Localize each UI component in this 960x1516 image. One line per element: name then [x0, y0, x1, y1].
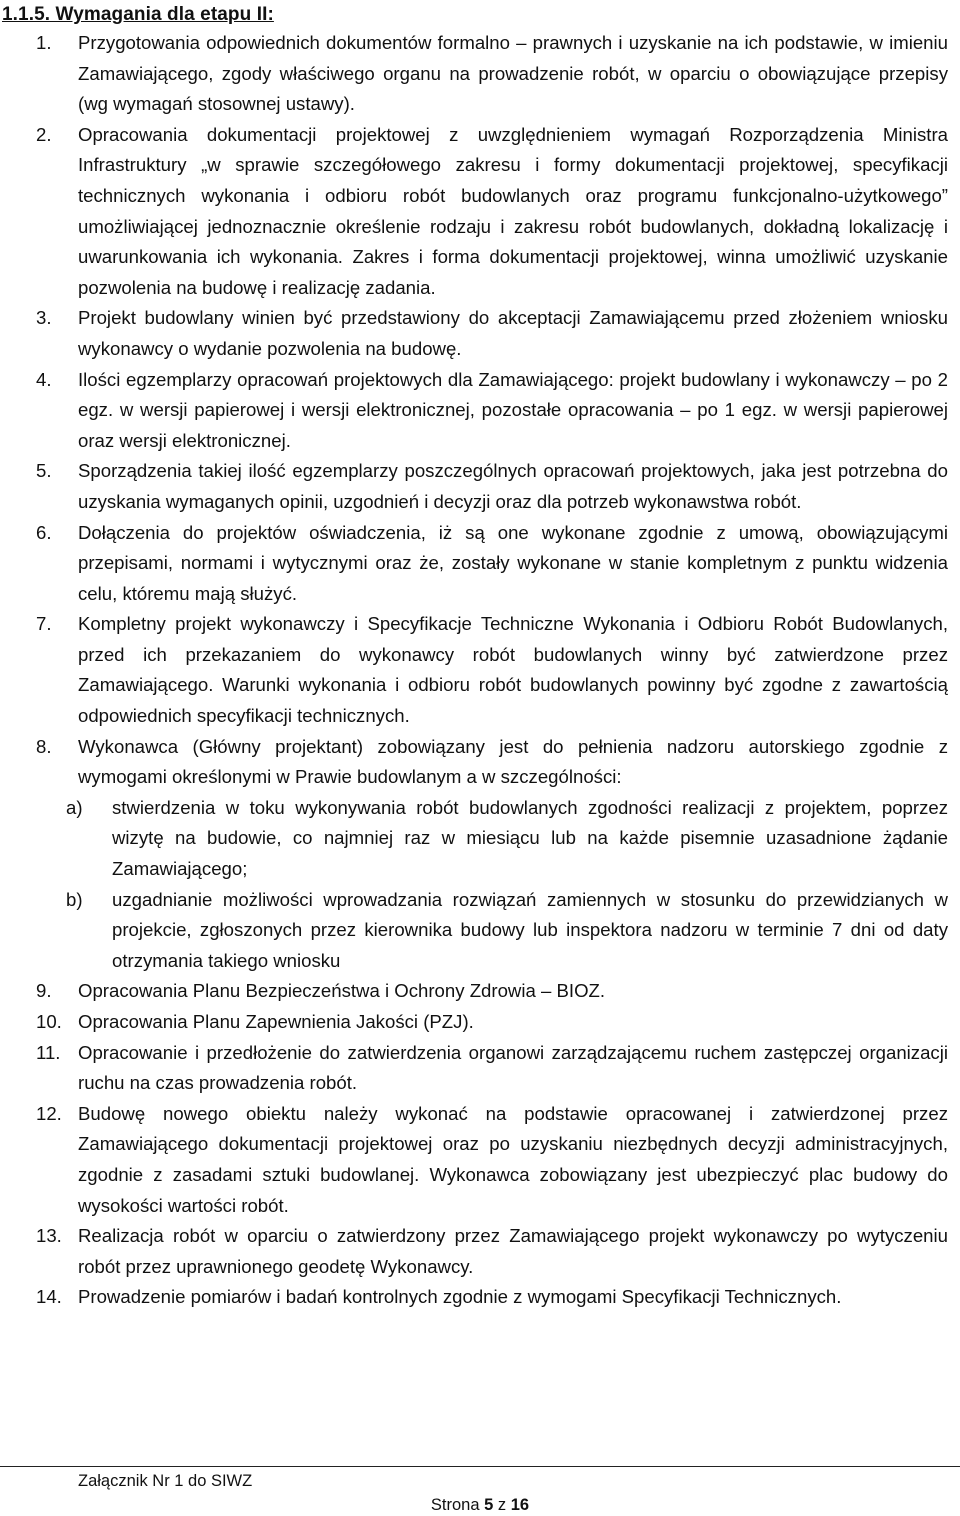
page-separator: z	[497, 1496, 507, 1514]
requirement-text: Opracowania dokumentacji projektowej z uwzględnieniem wymagań Rozporządzenia Ministra Infrastruktury „w sprawie szczegółowego zakresu i formy dokumentacji projektowej, specyfikacji technicznych wykonania i odbioru robót budowlanych oraz programu funkcjonalno-użytkowego” umożliwiającej jednoznacznie określenie rodzaju i zakresu robót budowlanych, dokładną lokalizację i uwarunkowania ich wykonania. Zakres i forma dokumentacji projektowej, winna umożliwić uzyskanie pozwolenia na budowę i realizację zadania.	[78, 123, 948, 298]
requirement-text: Prowadzenie pomiarów i badań kontrolnych zgodnie z wymogami Specyfikacji Technicznych.	[78, 1286, 842, 1308]
page-total: 16	[510, 1496, 530, 1514]
requirement-number: 14.	[36, 1286, 62, 1308]
requirement-number: 8.	[36, 735, 52, 757]
requirement-number: 12.	[36, 1102, 62, 1124]
requirement-item	[36, 365, 948, 457]
requirement-text: Sporządzenia takiej ilość egzemplarzy poszczególnych opracowań projektowych, jaka jest potrzebna do uzyskania wymaganych opinii, uzgodnień i decyzji oraz dla potrzeb wykonawstwa robót.	[78, 460, 948, 512]
section-heading: 1.1.5. Wymagania dla etapu II:	[2, 4, 274, 25]
footer-annex-label: Załącznik Nr 1 do SIWZ	[78, 1472, 253, 1490]
requirement-text: Realizacja robót w oparciu o zatwierdzony przez Zamawiającego projekt wykonawczy po wytyczeniu robót przez uprawnionego geodetę Wykonawcy.	[78, 1225, 948, 1277]
requirement-text: Przygotowania odpowiednich dokumentów formalno – prawnych i uzyskanie na ich podstawie, w imieniu Zamawiającego, zgody właściwego organu na prowadzenie robót, w oparciu o obowiązujące przepisy (wg wymagań stosownej ustawy).	[78, 32, 948, 115]
requirement-item	[36, 28, 948, 120]
page-current: 5	[484, 1496, 494, 1514]
subrequirement-number: a)	[66, 796, 83, 818]
subrequirement-number: b)	[66, 888, 83, 910]
requirement-number: 1.	[36, 32, 52, 53]
requirement-text: Budowę nowego obiektu należy wykonać na podstawie opracowanej i zatwierdzonej przez Zamawiającego dokumentacji projektowej oraz po uzyskaniu niezbędnych decyzji administracyjnych, zgodnie z zasadami sztuki budowlanej. Wykonawca zobowiązany jest ubezpieczyć plac budowy do wysokości wartości robót.	[78, 1102, 948, 1216]
requirement-item	[36, 609, 948, 731]
requirement-item	[36, 303, 948, 364]
requirement-text: Opracowanie i przedłożenie do zatwierdzenia organowi zarządzającemu ruchem zastępczej organizacji ruchu na czas prowadzenia robót.	[78, 1041, 948, 1094]
subrequirement-text: stwierdzenia w toku wykonywania robót budowlanych zgodności realizacji z projektem, poprzez wizytę na budowie, co najmniej raz w miesiącu lub na każde pisemnie uzasadnione żądanie Zamawiającego;	[112, 796, 948, 880]
subrequirement-item	[42, 885, 948, 977]
requirement-number: 13.	[36, 1225, 62, 1247]
requirement-number: 2.	[36, 123, 52, 145]
requirement-number: 10.	[36, 1011, 62, 1032]
page-prefix: Strona	[430, 1496, 480, 1514]
requirement-text: Kompletny projekt wykonawczy i Specyfikacje Techniczne Wykonania i Odbioru Robót Budowlanych, przed ich przekazaniem do wykonawcy robót budowlanych winny być zatwierdzone przez Zamawiającego. Warunki wykonania i odbioru robót budowlanych powinny być zgodne z zawartością odpowiednich specyfikacji technicznych.	[78, 613, 948, 727]
requirement-item	[36, 976, 948, 1007]
requirement-item	[36, 1007, 948, 1038]
requirement-number: 7.	[36, 613, 52, 635]
page-number	[0, 1494, 960, 1516]
requirement-number: 9.	[36, 980, 52, 1002]
requirement-text: Ilości egzemplarzy opracowań projektowych dla Zamawiającego: projekt budowlany i wykonawczy – po 2 egz. w wersji papierowej i wersji elektronicznej, pozostałe opracowania – po 1 egz. w wersji papierowej oraz wersji elektronicznej.	[78, 368, 948, 451]
requirement-text: Opracowania Planu Bezpieczeństwa i Ochrony Zdrowia – BIOZ.	[78, 980, 606, 1002]
subrequirement-item	[42, 793, 948, 885]
requirement-item	[36, 1038, 948, 1099]
requirement-item	[36, 518, 948, 610]
requirement-number: 6.	[36, 521, 52, 543]
requirement-number: 11.	[36, 1041, 61, 1063]
subrequirement-text: uzgadnianie możliwości wprowadzania rozwiązań zamiennych w stosunku do przewidzianych w projekcie, zgłoszonych przez kierownika budowy lub inspektora nadzoru w terminie 7 dni od daty otrzymania takiego wniosku	[112, 888, 948, 971]
requirement-number: 4.	[36, 368, 52, 390]
requirement-number: 5.	[36, 460, 52, 482]
requirement-item	[36, 1282, 948, 1313]
footer-divider	[0, 1466, 960, 1467]
requirement-number: 3.	[36, 307, 52, 329]
requirement-text: Wykonawca (Główny projektant) zobowiązany jest do pełnienia nadzoru autorskiego zgodnie z wymogami określonymi w Prawie budowlanym a w szczególności:	[78, 735, 948, 788]
requirement-item	[36, 1099, 948, 1221]
requirement-item	[36, 456, 948, 517]
requirement-text: Projekt budowlany winien być przedstawiony do akceptacji Zamawiającemu przed złożeniem wniosku wykonawcy o wydanie pozwolenia na budowę.	[78, 307, 948, 359]
requirement-item	[36, 732, 948, 793]
requirement-text: Dołączenia do projektów oświadczenia, iż są one wykonane zgodnie z umową, obowiązującymi przepisami, normami i wytycznymi oraz że, zostały wykonane w stanie kompletnym z punktu widzenia celu, któremu mają służyć.	[78, 521, 948, 604]
requirement-text: Opracowania Planu Zapewnienia Jakości (PZJ).	[78, 1011, 474, 1032]
requirement-item	[36, 1221, 948, 1282]
requirements-list	[36, 28, 948, 1313]
requirement-item	[36, 120, 948, 304]
